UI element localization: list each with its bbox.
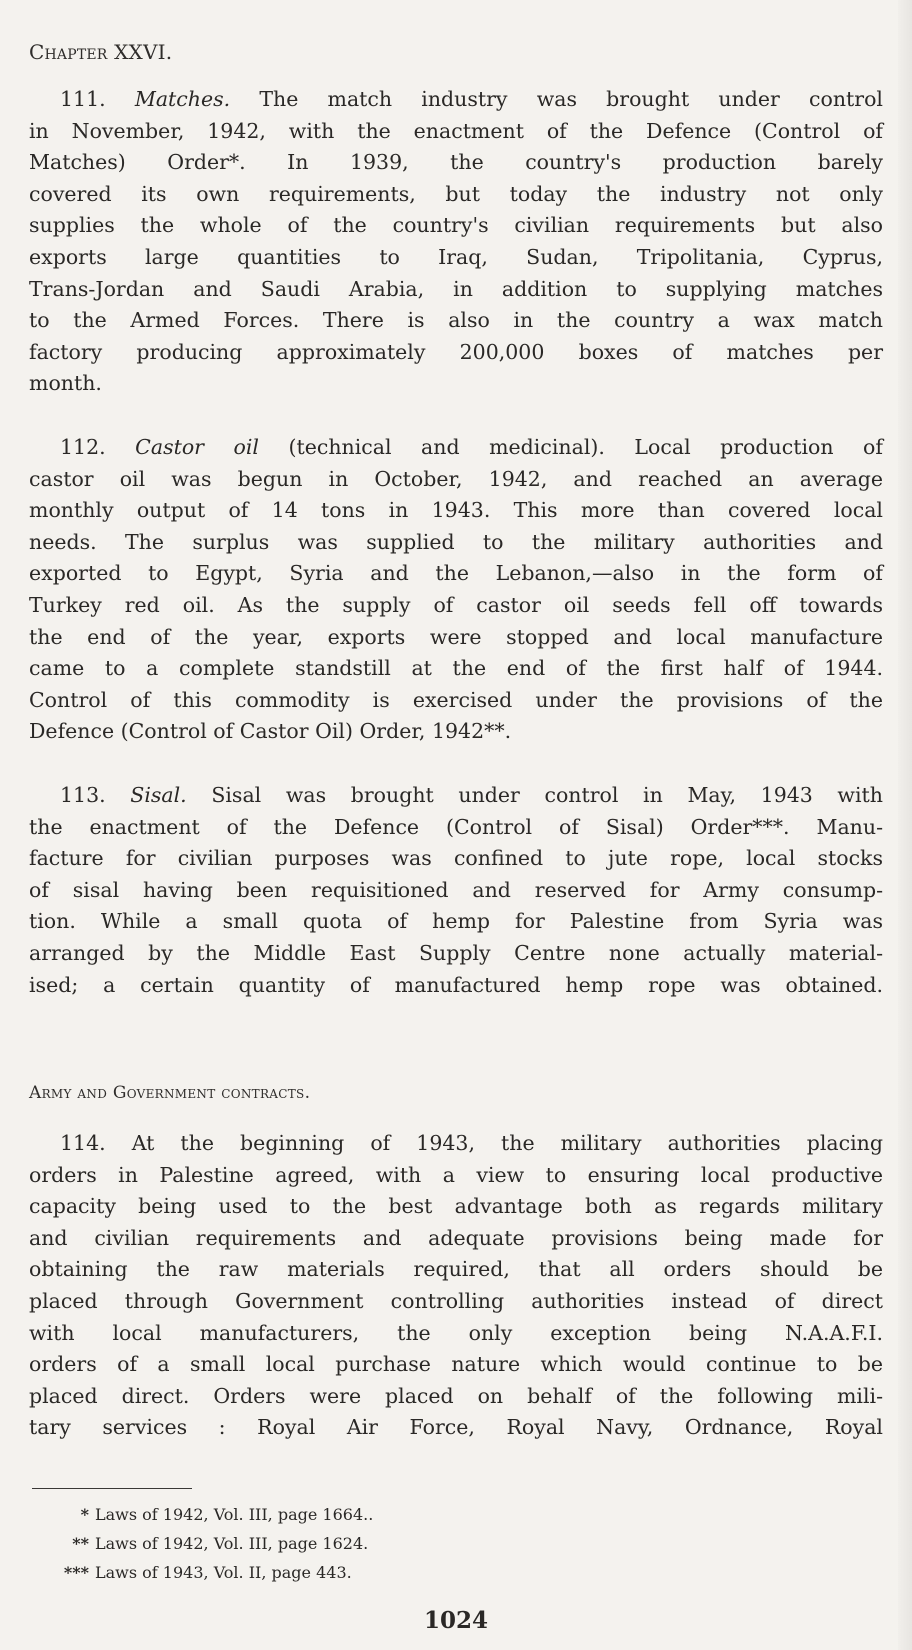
paragraph-line: Matches) Order*. In 1939, the country's production barely <box>29 150 883 175</box>
paragraph-line: exports large quantities to Iraq, Sudan, Tripolitania, Cyprus, <box>29 244 883 269</box>
paragraph-line: orders of a small local purchase nature which would continue to be <box>29 1352 883 1377</box>
footnote-text: Laws of 1943, Vol. II, page 443. <box>95 1563 352 1582</box>
paragraph-line: capacity being used to the best advantage both as regards military <box>29 1194 883 1219</box>
paragraph-line: month. <box>29 371 102 396</box>
paragraph-line: with local manufacturers, the only exception being N.A.A.F.I. <box>29 1320 883 1345</box>
footnote-mark: * <box>80 1505 89 1524</box>
paragraph-line: placed through Government controlling authorities instead of direct <box>29 1288 883 1313</box>
paragraph-line: ised; a certain quantity of manufactured hemp rope was obtained. <box>29 972 883 997</box>
paragraph-title: Sisal. <box>130 783 187 807</box>
paragraph-line: in November, 1942, with the enactment of the Defence (Control of <box>29 118 883 143</box>
page-number: 1024 <box>423 1607 488 1634</box>
paragraph-line: 112. Castor oil (technical and medicinal). Local production of <box>60 435 883 459</box>
paragraph-line: the end of the year, exports were stopped and local manufacture <box>29 624 883 649</box>
paragraph-line: of sisal having been requisitioned and reserved for Army consump- <box>29 877 883 902</box>
paragraph-line: supplies the whole of the country's civilian requirements but also <box>29 213 883 238</box>
paragraph-line: placed direct. Orders were placed on behalf of the following mili- <box>29 1383 883 1408</box>
paragraph-number: 113. <box>60 783 106 807</box>
section-heading: Army and Government contracts. <box>29 1083 311 1103</box>
paragraph-title: Matches. <box>134 87 231 111</box>
paragraph-line: tion. While a small quota of hemp for Palestine from Syria was <box>29 909 883 934</box>
paragraph-line: facture for civilian purposes was confined to jute rope, local stocks <box>29 846 883 871</box>
footnote <box>29 1529 373 1558</box>
paragraph-line: needs. The surplus was supplied to the military authorities and <box>29 529 883 554</box>
paragraph-111-matches <box>29 84 883 400</box>
paragraph-line: Control of this commodity is exercised under the provisions of the <box>29 687 883 712</box>
footnote-text: Laws of 1942, Vol. III, page 1624. <box>95 1534 369 1553</box>
footnote-mark: ** <box>72 1534 89 1553</box>
paragraph-line: tary services : Royal Air Force, Royal Navy, Ordnance, Royal <box>29 1415 883 1440</box>
paragraph-line: covered its own requirements, but today the industry not only <box>29 181 883 206</box>
paragraph-number: 114. <box>60 1131 106 1155</box>
footnote-text: Laws of 1942, Vol. III, page 1664.. <box>95 1505 374 1524</box>
paragraph-line: Defence (Control of Castor Oil) Order, 1942**. <box>29 719 512 744</box>
paragraph-112-castor-oil <box>29 432 883 748</box>
paragraph-line: the enactment of the Defence (Control of Sisal) Order***. Manu- <box>29 814 883 839</box>
footnote <box>29 1500 373 1529</box>
paragraph-line: obtaining the raw materials required, that all orders should be <box>29 1257 883 1282</box>
chapter-header: Chapter XXVI. <box>29 40 173 64</box>
footnote-divider <box>32 1488 192 1489</box>
footnote <box>29 1558 373 1587</box>
paragraph-line: and civilian requirements and adequate provisions being made for <box>29 1225 883 1250</box>
paragraph-title: Castor oil <box>135 435 259 459</box>
paragraph-line: 111. Matches. The match industry was brought under control <box>60 87 883 111</box>
footnotes <box>29 1500 373 1587</box>
paragraph-line: Trans-Jordan and Saudi Arabia, in addition to supplying matches <box>29 276 883 301</box>
paragraph-line: orders in Palestine agreed, with a view to ensuring local productive <box>29 1162 883 1187</box>
page-edge-shadow <box>898 0 912 1650</box>
paragraph-line: to the Armed Forces. There is also in the country a wax match <box>29 308 883 333</box>
paragraph-line: arranged by the Middle East Supply Centre none actually material- <box>29 940 883 965</box>
paragraph-number: 112. <box>60 435 106 459</box>
paragraph-line: factory producing approximately 200,000 boxes of matches per <box>29 339 883 364</box>
paragraph-line: came to a complete standstill at the end of the first half of 1944. <box>29 656 883 681</box>
paragraph-number: 111. <box>60 87 106 111</box>
paragraph-line: 113. Sisal. Sisal was brought under control in May, 1943 with <box>60 783 883 807</box>
paragraph-line: exported to Egypt, Syria and the Lebanon,—also in the form of <box>29 561 883 586</box>
paragraph-line: castor oil was begun in October, 1942, and reached an average <box>29 466 883 491</box>
paragraph-114-contracts <box>29 1128 883 1444</box>
paragraph-113-sisal <box>29 780 883 1001</box>
paragraph-line: monthly output of 14 tons in 1943. This more than covered local <box>29 498 883 523</box>
paragraph-line: Turkey red oil. As the supply of castor oil seeds fell off towards <box>29 592 883 617</box>
footnote-mark: *** <box>63 1563 89 1582</box>
paragraph-line: 114. At the beginning of 1943, the military authorities placing <box>60 1131 883 1155</box>
